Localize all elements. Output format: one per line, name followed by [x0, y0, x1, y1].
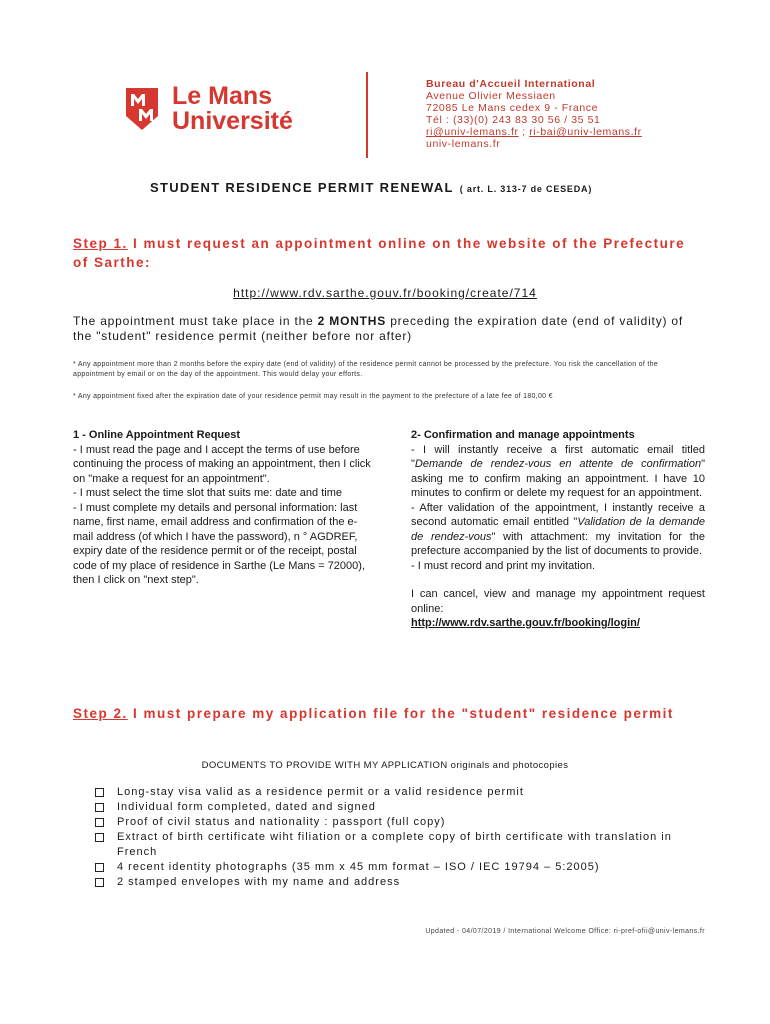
checklist-item-text: 4 recent identity photographs (35 mm x 45 mm format – ISO / IEC 19794 – 5:2005) [117, 861, 600, 873]
timing-text-before: The appointment must take place in the [73, 314, 318, 328]
confirmation-step-1 [411, 443, 705, 501]
footnote-late-fee: * Any appointment fixed after the expiration date of your residence permit may result in the payment to the prefecture of a late fee of 180,00 € [73, 393, 553, 400]
confirmation-step-2 [411, 501, 705, 559]
contact-city: 72085 Le Mans cedex 9 - France [426, 102, 599, 114]
confirmation-title: 2- Confirmation and manage appointments [411, 429, 635, 441]
footer-updated: Updated - 04/07/2019 / International Welcome Office: ri-pref-ofii@univ-lemans.fr [425, 928, 705, 935]
checkbox-icon[interactable] [95, 878, 104, 887]
online-request-title: 1 - Online Appointment Request [73, 429, 241, 441]
booking-login-link[interactable]: http://www.rdv.sarthe.gouv.fr/booking/login/ [411, 617, 640, 629]
online-request-step-2: - I must select the time slot that suits me: date and time [73, 487, 343, 499]
checklist-item [95, 830, 705, 860]
checklist-item [95, 875, 705, 890]
step-1-heading [73, 234, 705, 272]
logo-wordmark [172, 84, 293, 134]
confirmation-step-2-b: " with attachment: my invitation for the prefecture accompanied by the list of documents to provide. [411, 530, 705, 557]
timing-bold: 2 MONTHS [317, 314, 387, 328]
online-request-step-3: - I must complete my details and personal information: last name, first name, email address and confirmation of the e-mail address (of which I have the password), n ° AGDREF, expiry date of the residence permit or of the receipt, postal code of my place of residence in Sarthe (Le Mans = 72000), then I click on "next step". [73, 501, 365, 586]
contact-street: Avenue Olivier Messiaen [426, 90, 556, 102]
confirmation-step-3: - I must record and print my invitation. [411, 559, 596, 572]
university-logo[interactable] [124, 84, 293, 134]
email-link-ri-bai[interactable]: ri-bai@univ-lemans.fr [529, 126, 642, 138]
logo-line-2: Université [172, 107, 293, 135]
step-2-text: I must prepare my application file for the "student" residence permit [127, 706, 674, 721]
confirmation-email-title: Demande de rendez-vous en attente de confirmation [414, 458, 702, 470]
documents-heading: DOCUMENTS TO PROVIDE WITH MY APPLICATION originals and photocopies [201, 760, 569, 771]
step-1-text: I must request an appointment online on the website of the Prefecture of Sarthe: [73, 236, 686, 270]
confirmation-column [411, 428, 705, 631]
checkbox-icon[interactable] [95, 788, 104, 797]
booking-create-link[interactable]: http://www.rdv.sarthe.gouv.fr/booking/create/714 [233, 286, 537, 300]
checklist-item [95, 785, 705, 800]
manage-appointment-text: I can cancel, view and manage my appointment request online: [411, 588, 705, 615]
contact-phone: Tél : (33)(0) 243 83 30 56 / 35 51 [426, 114, 601, 126]
contact-emails [426, 126, 642, 138]
step-1-label: Step 1. [73, 236, 128, 251]
step-2-heading [73, 704, 705, 723]
checkbox-icon[interactable] [95, 818, 104, 827]
email-separator: ; [518, 126, 530, 138]
online-request-column [73, 428, 373, 588]
le-mans-logo-icon [124, 86, 160, 132]
logo-line-1: Le Mans [172, 82, 273, 110]
documents-checklist [95, 785, 705, 890]
header-divider [366, 72, 368, 158]
contact-block [426, 78, 642, 150]
checklist-item-text: Individual form completed, dated and signed [117, 801, 376, 813]
checklist-item-text: Extract of birth certificate wiht filiation or a complete copy of birth certificate with translation in French [117, 831, 672, 858]
title-reference: ( art. L. 313-7 de CESEDA) [459, 184, 593, 194]
checklist-item [95, 815, 705, 830]
checklist-item-text: Long-stay visa valid as a residence permit or a valid residence permit [117, 786, 524, 798]
confirmation-step-2-a: - After validation of the appointment, I instantly receive a second automatic email entitled " [411, 501, 705, 528]
online-request-step-1: - I must read the page and I accept the terms of use before continuing the process of making an appointment, then I click on "make a request for an appointment". [73, 443, 371, 485]
contact-website[interactable]: univ-lemans.fr [426, 138, 501, 150]
footnote-early-appointment: * Any appointment more than 2 months before the expiry date (end of validity) of the residence permit cannot be processed by the prefecture. You risk the cancellation of the appointment by email or on the day of the appointment. This would delay your efforts. [73, 361, 658, 378]
document-title [150, 180, 592, 195]
timing-text-after: preceding the expiration date (end of validity) of the "student" residence permit (neither before nor after) [73, 314, 684, 343]
confirmation-step-1-a: - I will instantly receive a first automatic email titled " [411, 443, 705, 470]
title-main: STUDENT RESIDENCE PERMIT RENEWAL [150, 180, 454, 195]
checklist-item [95, 800, 705, 815]
checkbox-icon[interactable] [95, 863, 104, 872]
contact-title: Bureau d'Accueil International [426, 78, 596, 90]
email-link-ri[interactable]: ri@univ-lemans.fr [426, 126, 519, 138]
step-2-label: Step 2. [73, 706, 128, 721]
checklist-item-text: Proof of civil status and nationality : passport (full copy) [117, 816, 446, 828]
confirmation-step-1-b: " asking me to confirm making an appointment. I have 10 minutes to confirm or delete my request for an appointment. [411, 458, 705, 499]
checklist-item [95, 860, 705, 875]
appointment-timing-paragraph [73, 314, 693, 344]
checkbox-icon[interactable] [95, 833, 104, 842]
validation-email-title: Validation de la demande de rendez-vous [411, 516, 705, 543]
checklist-item-text: 2 stamped envelopes with my name and address [117, 876, 401, 888]
checkbox-icon[interactable] [95, 803, 104, 812]
